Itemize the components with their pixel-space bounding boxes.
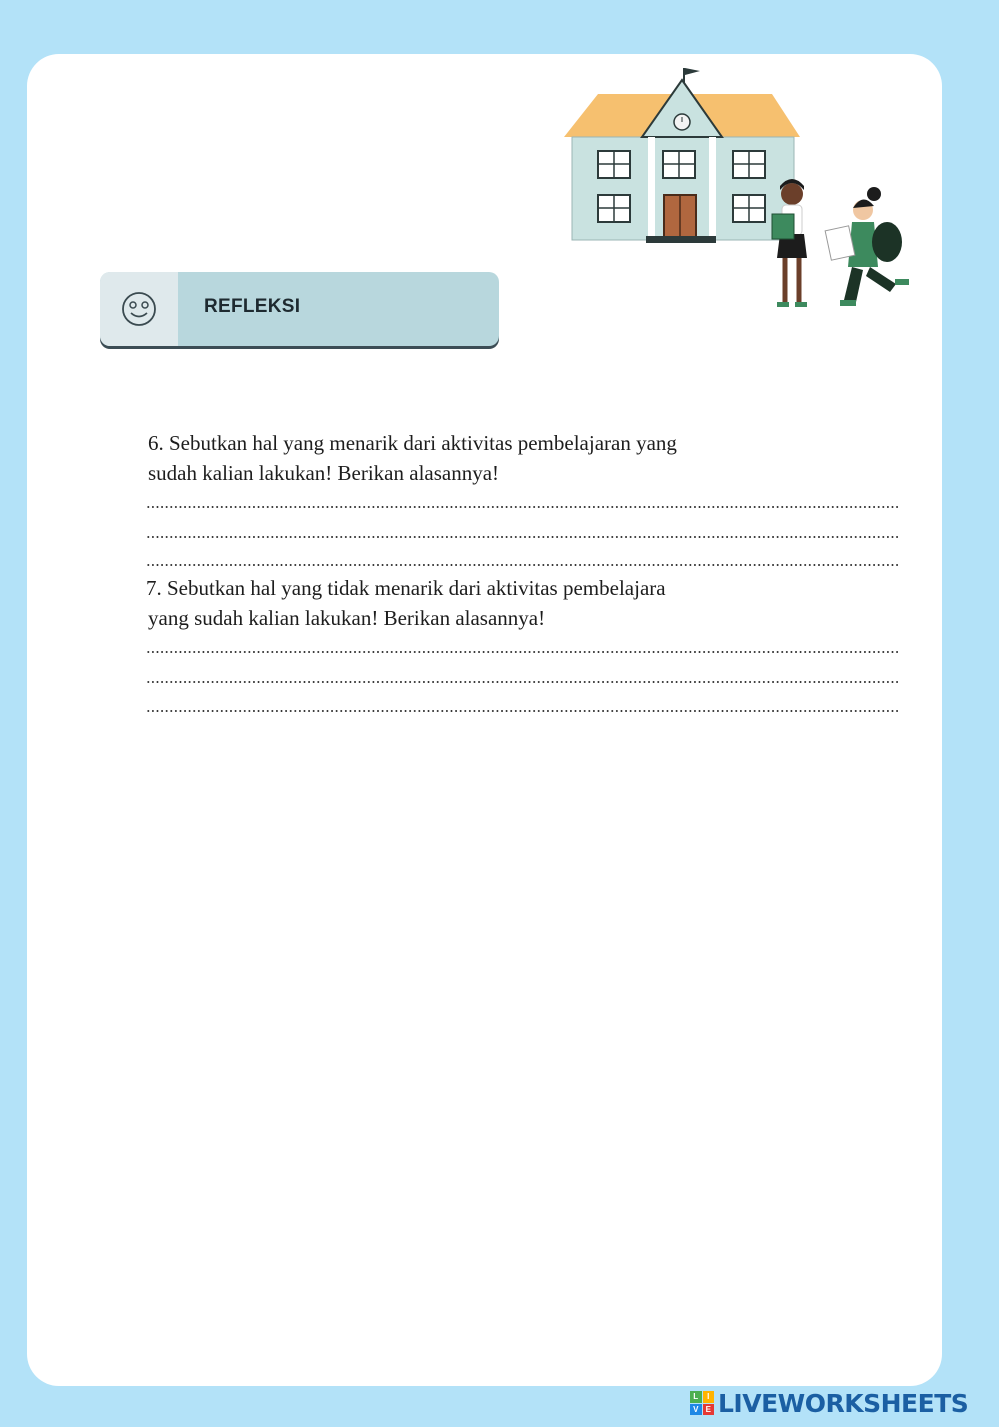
- answer-line[interactable]: [146, 535, 900, 539]
- section-title: REFLEKSI: [204, 296, 301, 317]
- answer-line[interactable]: [146, 709, 900, 713]
- question-6-line-1: 6. Sebutkan hal yang menarik dari aktivitas pembelajaran yang: [148, 431, 677, 455]
- school-illustration: [560, 62, 920, 314]
- question-7-line-1: 7. Sebutkan hal yang tidak menarik dari aktivitas pembelajara: [146, 576, 666, 600]
- answer-line[interactable]: [146, 650, 900, 654]
- brand-name: LIVEWORKSHEETS: [718, 1388, 969, 1418]
- question-6-line-2: sudah kalian lakukan! Berikan alasannya!: [148, 461, 500, 485]
- answer-line[interactable]: [146, 563, 900, 567]
- header-icon-box: [100, 272, 178, 346]
- refleksi-header: [100, 272, 499, 346]
- liveworksheets-logo: [690, 1388, 968, 1418]
- liveworksheets-mark-icon: L I V E: [690, 1391, 714, 1415]
- smiley-face-icon: [121, 291, 157, 327]
- answer-line[interactable]: [146, 505, 900, 509]
- question-7-line-2: yang sudah kalian lakukan! Berikan alasannya!: [148, 606, 546, 630]
- answer-line[interactable]: [146, 680, 900, 684]
